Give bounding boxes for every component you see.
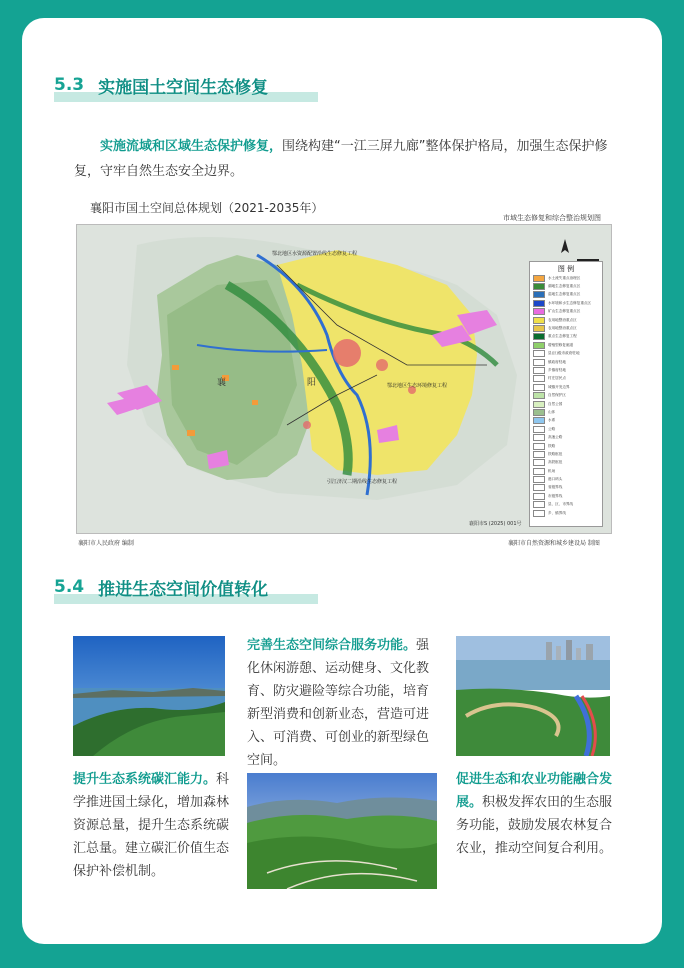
map-approval-number: 襄阳市S (2025) 001号: [469, 521, 522, 527]
right-body: 积极发挥农田的生态服务功能，鼓励发展农林复合农业，推动空间复合利用。: [456, 795, 613, 856]
legend-label: 村庄居民点: [548, 376, 566, 381]
legend-label: 水环境和水生态修复重点区: [548, 300, 592, 305]
riverside-park-photo: [456, 636, 610, 756]
legend-swatch: [533, 468, 545, 475]
legend-swatch: [533, 476, 545, 483]
legend-item: [530, 408, 602, 416]
intro-paragraph: [74, 134, 614, 184]
legend-item: [530, 375, 602, 383]
legend-swatch: [533, 300, 545, 307]
legend-swatch: [533, 291, 545, 298]
legend-item: [530, 316, 602, 324]
legend-swatch: [533, 426, 545, 433]
section-5-3-heading: [54, 70, 318, 100]
legend-item: [530, 467, 602, 475]
legend-swatch: [533, 342, 545, 349]
legend-label: 公路: [548, 426, 556, 431]
legend-label: 乡、镇界线: [548, 510, 566, 515]
legend-label: 省级界线: [548, 485, 563, 490]
legend-label: 铁路: [548, 443, 556, 448]
legend-item: [530, 509, 602, 517]
forest-lake-photo: [73, 636, 225, 756]
legend-item: [530, 484, 602, 492]
section-title: 实施国土空间生态修复: [98, 77, 269, 98]
legend-label: 矿山生态修复重点区: [548, 309, 581, 314]
legend-label: 城镇开发边界: [548, 384, 570, 389]
legend-swatch: [533, 283, 545, 290]
map-credit-left: 襄阳市人民政府 编制: [78, 540, 134, 547]
left-body: 科学推进国土绿化，增加森林资源总量，提升生态系统碳汇总量。建立碳汇价值生态保护补偿机制。: [73, 772, 230, 879]
legend-label: 铁路枢纽: [548, 451, 563, 456]
legend-item: [530, 459, 602, 467]
legend-label: 山体: [548, 409, 556, 414]
legend-item: [530, 400, 602, 408]
legend-swatch: [533, 325, 545, 332]
legend-item: [530, 282, 602, 290]
legend-item: [530, 383, 602, 391]
legend-swatch: [533, 443, 545, 450]
legend-item: [530, 324, 602, 332]
legend-item: [530, 417, 602, 425]
legend-item: [530, 450, 602, 458]
legend-label: 自然公园: [548, 401, 563, 406]
legend-swatch: [533, 384, 545, 391]
legend-item: [530, 291, 602, 299]
legend-item: [530, 274, 602, 282]
legend-label: 机场: [548, 468, 556, 473]
legend-item: [530, 333, 602, 341]
map-label-3: 引江济汉二期沿线生态修复工程: [327, 479, 398, 485]
legend-label: 水系: [548, 418, 556, 423]
map-label-2: 鄂北地区生态环境修复工程: [387, 383, 448, 389]
legend-item: [530, 501, 602, 509]
legend-swatch: [533, 409, 545, 416]
legend-label: 湖地生态修复重点区: [548, 284, 581, 289]
map-label-1: 鄂北地区水资源配置沿线生态修复工程: [272, 251, 358, 257]
legend-swatch: [533, 510, 545, 517]
legend-item: [530, 366, 602, 374]
legend-label: 农用地整治重点区: [548, 317, 577, 322]
legend-label: 镇政府驻地: [548, 359, 566, 364]
legend-title: 图 例: [557, 265, 575, 273]
legend-item: [530, 492, 602, 500]
legend-label: 高速公路: [548, 435, 563, 440]
legend-item: [530, 341, 602, 349]
legend-label: 县(区)级市政府驻地: [548, 351, 580, 356]
legend-swatch: [533, 350, 545, 357]
mid-body: 强化休闲游憩、运动健身、文化教育、防灾避险等综合功能，培育新型消费和创新业态，营造可进入、可消费、可创业的新型绿色空间。: [247, 638, 430, 768]
legend-swatch: [533, 392, 545, 399]
mid-text-block: [247, 634, 437, 772]
legend-label: 市级界线: [548, 493, 563, 498]
right-text-block: [456, 768, 614, 860]
legend-swatch: [533, 375, 545, 382]
legend-swatch: [533, 333, 545, 340]
legend-label: 高铁枢纽: [548, 460, 563, 465]
map-city-label-2: 阳: [307, 378, 317, 388]
legend-item: [530, 442, 602, 450]
map-subtitle: 市域生态修复和综合整治规划图: [503, 214, 601, 222]
mid-highlight: 完善生态空间综合服务功能。: [247, 638, 417, 653]
legend-item: [530, 308, 602, 316]
section-number: 5.4: [54, 577, 85, 597]
legend-label: 乡镇府驻地: [548, 367, 566, 372]
legend-item: [530, 358, 602, 366]
legend-label: 农用地整治重点区: [548, 326, 577, 331]
legend-swatch: [533, 367, 545, 374]
legend-swatch: [533, 417, 545, 424]
right-highlight: 促进生态和农业功能融合发展。: [456, 772, 613, 810]
left-text-block: [73, 768, 238, 883]
intro-highlight: 实施流域和区域生态保护修复，: [100, 139, 283, 154]
map-legend: [529, 261, 603, 527]
section-number: 5.3: [54, 75, 85, 95]
legend-swatch: [533, 434, 545, 441]
tea-hills-photo: [247, 773, 437, 889]
legend-swatch: [533, 484, 545, 491]
map-credit-right: 襄阳市自然资源和城乡建设局 制图: [508, 540, 600, 547]
legend-label: 重点生态修复工程: [548, 334, 577, 339]
section-title: 推进生态空间价值转化: [98, 579, 269, 600]
legend-label: 增殖型修复廊道: [548, 342, 574, 347]
legend-swatch: [533, 275, 545, 282]
legend-swatch: [533, 317, 545, 324]
map-city-label-1: 襄: [217, 378, 227, 388]
legend-swatch: [533, 308, 545, 315]
legend-item: [530, 425, 602, 433]
legend-label: 县、区、市界线: [548, 502, 574, 507]
legend-swatch: [533, 459, 545, 466]
intro-body: 围绕构建“一江三屏九廊”整体保护格局，加强生态保护修复，守牢自然生态安全边界。: [74, 139, 608, 179]
legend-item: [530, 299, 602, 307]
left-highlight: 提升生态系统碳汇能力。: [73, 772, 217, 787]
legend-swatch: [533, 493, 545, 500]
legend-label: 港口码头: [548, 477, 563, 482]
legend-label: 湿地生态修复重点区: [548, 292, 581, 297]
section-5-4-heading: [54, 572, 318, 602]
legend-item: [530, 391, 602, 399]
legend-label: 自然保护区: [548, 393, 566, 398]
legend-swatch: [533, 451, 545, 458]
legend-swatch: [533, 501, 545, 508]
legend-item: [530, 433, 602, 441]
legend-swatch: [533, 359, 545, 366]
planning-map: [76, 224, 612, 534]
map-caption: 襄阳市国土空间总体规划（2021-2035年）: [90, 201, 324, 215]
legend-label: 水土流失重点治理区: [548, 275, 581, 280]
legend-item: [530, 350, 602, 358]
legend-swatch: [533, 401, 545, 408]
legend-item: [530, 475, 602, 483]
